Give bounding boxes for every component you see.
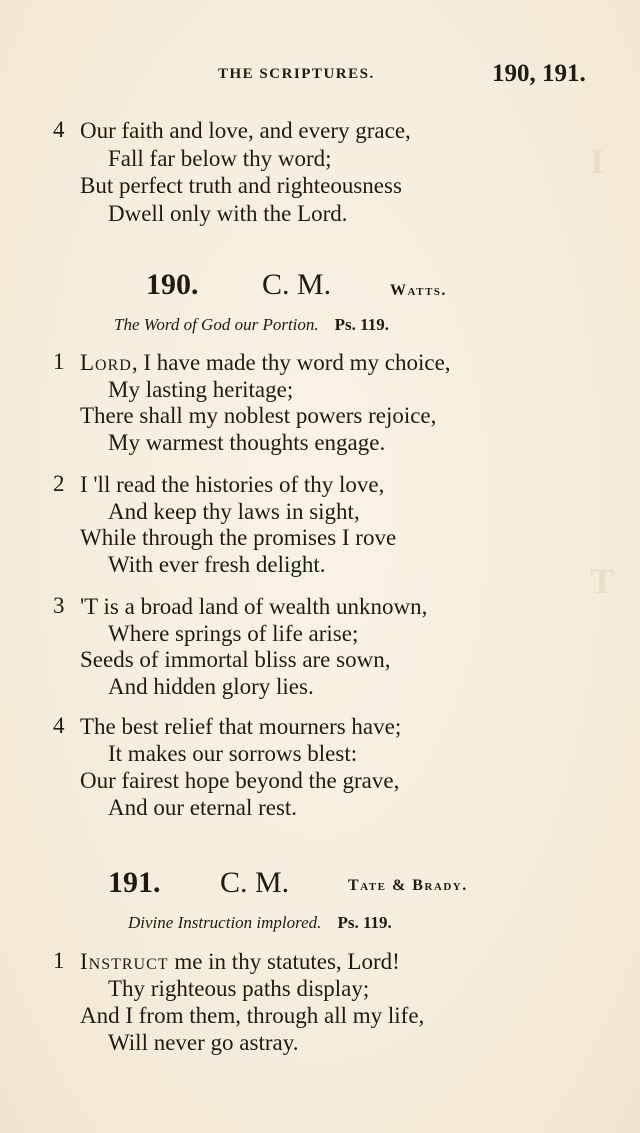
verse-line: 'T is a broad land of wealth unknown,: [80, 594, 428, 619]
verse-number: 3: [53, 593, 65, 618]
verse-line: Thy righteous paths display;: [108, 976, 370, 1001]
verse-line: And keep thy laws in sight,: [108, 499, 360, 524]
verse-line: Seeds of immortal bliss are sown,: [80, 647, 391, 672]
hymn-author: Watts.: [390, 282, 447, 299]
verse-line: There shall my noblest powers rejoice,: [80, 403, 437, 428]
verse-number: 1: [53, 948, 65, 973]
hymn-meter: C. M.: [220, 866, 290, 899]
hymn-subtitle-text: Divine Instruction implored.: [128, 913, 322, 932]
page-numbers: 190, 191.: [492, 60, 586, 87]
verse-line: I 'll read the histories of thy love,: [80, 472, 385, 497]
verse-first-rest: me in thy statutes, Lord!: [168, 949, 400, 974]
verse-line: Fall far below thy word;: [108, 146, 332, 171]
verse-line: [80, 349, 451, 376]
verse-line: But perfect truth and righteousness: [80, 173, 402, 198]
verse-line: And I from them, through all my life,: [80, 1003, 425, 1028]
verse-line: And hidden glory lies.: [108, 674, 314, 699]
psalm-reference: Ps. 119.: [334, 315, 389, 334]
verse-line: And our eternal rest.: [108, 795, 298, 820]
verse-line: [80, 948, 400, 975]
verse-line: Where springs of life arise;: [108, 621, 359, 646]
verse-line: Will never go astray.: [108, 1030, 299, 1055]
hymn-author: Tate & Brady.: [348, 877, 468, 894]
verse-line: Dwell only with the Lord.: [108, 201, 348, 226]
verse-number: 2: [53, 471, 65, 496]
hymn-number: 190.: [146, 268, 199, 301]
bleed-through-mark: T: [590, 561, 615, 601]
verse-line: Our fairest hope beyond the grave,: [80, 768, 400, 793]
hymn-number: 191.: [108, 866, 161, 899]
verse-line: It makes our sorrows blest:: [108, 741, 358, 766]
verse-number: 4: [53, 117, 65, 142]
hymn-subtitle: [128, 913, 392, 933]
verse-line: My lasting heritage;: [108, 377, 294, 402]
bleed-through-mark: I: [590, 141, 605, 181]
running-head: THE SCRIPTURES.: [218, 66, 375, 82]
verse-number: 4: [53, 713, 65, 738]
verse-line: The best relief that mourners have;: [80, 714, 402, 739]
hymn-subtitle-text: The Word of God our Portion.: [114, 315, 319, 334]
verse-line: While through the promises I rove: [80, 525, 397, 550]
verse-line: My warmest thoughts engage.: [108, 430, 386, 455]
verse-number: 1: [53, 349, 65, 374]
hymn-meter: C. M.: [262, 268, 332, 301]
psalm-reference: Ps. 119.: [337, 913, 392, 932]
verse-line: Our faith and love, and every grace,: [80, 118, 411, 143]
hymn-subtitle: [114, 315, 389, 335]
verse-line: With ever fresh delight.: [108, 552, 326, 577]
verse-first-word: Instruct: [80, 949, 169, 974]
verse-first-word: Lord: [80, 350, 132, 375]
verse-first-rest: , I have made thy word my choice,: [131, 350, 451, 375]
